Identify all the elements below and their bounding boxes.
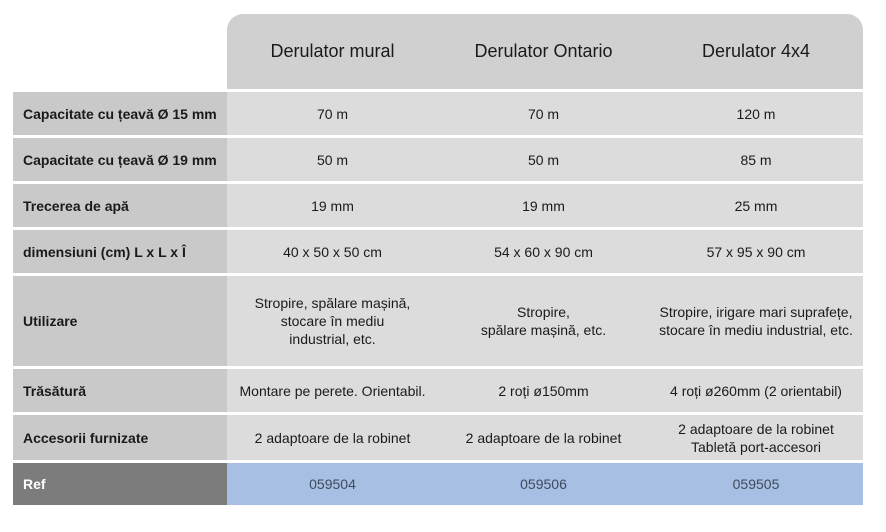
- row-label: Accesorii furnizate: [13, 415, 227, 460]
- table-row: [13, 138, 863, 181]
- table-row: [13, 92, 863, 135]
- table-cell: 25 mm: [649, 184, 863, 227]
- column-header-mural: Derulator mural: [270, 41, 395, 61]
- ref-cell: 059504: [227, 463, 438, 505]
- table-row: [13, 230, 863, 273]
- table-cell: 19 mm: [227, 184, 438, 227]
- row-label: Ref: [13, 463, 227, 505]
- table-cell: Montare pe perete. Orientabil.: [227, 369, 438, 412]
- table-cell: 70 m: [227, 92, 438, 135]
- table-cell: 120 m: [649, 92, 863, 135]
- table-cell: 19 mm: [438, 184, 649, 227]
- ref-cell: 059506: [438, 463, 649, 505]
- table-row: [13, 276, 863, 366]
- column-header-ontario: Derulator Ontario: [474, 41, 613, 61]
- table-cell: 4 roți ø260mm (2 orientabil): [649, 369, 863, 412]
- row-label: Trăsătură: [13, 369, 227, 412]
- table-cell: 85 m: [649, 138, 863, 181]
- table-cell: 70 m: [438, 92, 649, 135]
- row-label: Capacitate cu țeavă Ø 15 mm: [13, 92, 227, 135]
- column-header-4x4: Derulator 4x4: [701, 41, 811, 61]
- table-cell: 40 x 50 x 50 cm: [227, 230, 438, 273]
- table-row: [13, 369, 863, 412]
- table-cell: Stropire, spălare mașină, stocare în mediu industrial, etc.: [227, 276, 438, 366]
- table-row: [13, 184, 863, 227]
- table-cell: 50 m: [227, 138, 438, 181]
- table-cell: 57 x 95 x 90 cm: [649, 230, 863, 273]
- row-label: Capacitate cu țeavă Ø 19 mm: [13, 138, 227, 181]
- ref-cell: 059505: [649, 463, 863, 505]
- table-cell: Stropire, spălare mașină, etc.: [438, 276, 649, 366]
- table-cell: 2 roți ø150mm: [438, 369, 649, 412]
- table-cell: 2 adaptoare de la robinet: [438, 415, 649, 460]
- table-cell: 50 m: [438, 138, 649, 181]
- row-label: Trecerea de apă: [13, 184, 227, 227]
- table-cell: 2 adaptoare de la robinet Tabletă port-accesori: [649, 415, 863, 460]
- row-label: Utilizare: [13, 276, 227, 366]
- row-label: dimensiuni (cm) L x L x Î: [13, 230, 227, 273]
- table-cell: 2 adaptoare de la robinet: [227, 415, 438, 460]
- ref-row: [13, 463, 863, 505]
- table-row: [13, 415, 863, 460]
- table-cell: 54 x 60 x 90 cm: [438, 230, 649, 273]
- table-cell: Stropire, irigare mari suprafețe, stocare în mediu industrial, etc.: [649, 276, 863, 366]
